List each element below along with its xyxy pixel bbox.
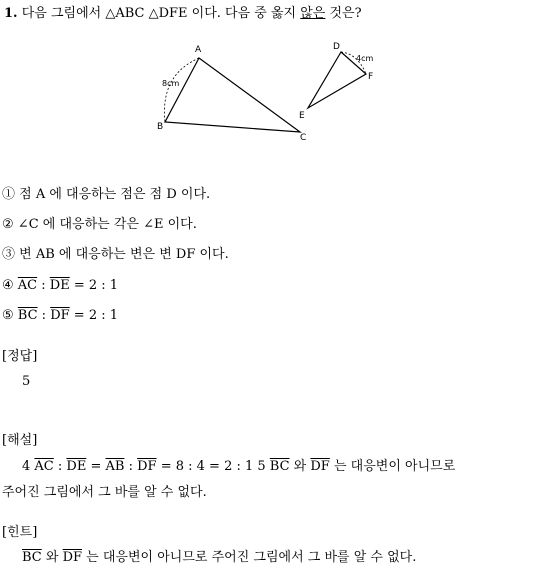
answer-label: [정답] <box>2 349 38 364</box>
choice-text: 점 A 에 대응하는 점은 점 D 이다. <box>19 187 211 202</box>
length-df: 4cm <box>356 54 374 63</box>
explanation-line-1: 4 $\overline{AC}$ : $\overline{DE} = \overline{AB}$ : $\overline{DF} = 8$ : 4 = 2 : 1 5 $\overline{BC}$ 와 $\overline{DF}$ 는 대응변이 아니므로 <box>22 459 456 474</box>
choice-mark: ⑤ <box>2 308 14 323</box>
ratio-tail: = 2 : 1 <box>69 278 119 293</box>
choice-mark: ① <box>2 187 16 202</box>
question-text: 다음 그림에서 △ABC △DFE 이다. 다음 중 옳지 <box>21 6 297 21</box>
segment-de: $\overline{DE}$ <box>49 278 70 293</box>
choice-mark: ② <box>2 217 14 232</box>
label-f: F <box>368 72 374 82</box>
choice-text: 변 AB 에 대응하는 변은 변 DF 이다. <box>19 247 229 262</box>
ratio-separator: : <box>37 308 51 323</box>
question-underlined: 않은 <box>300 6 326 21</box>
choice-2 <box>2 217 197 233</box>
choice-3 <box>2 247 229 263</box>
choice-1 <box>2 187 210 203</box>
label-e: E <box>299 111 305 121</box>
label-d: D <box>333 42 340 52</box>
segment-df: $\overline{DF}$ <box>50 308 70 323</box>
length-ab: 8cm <box>162 79 180 88</box>
question-number: 1. <box>4 6 18 21</box>
segment-ac: $\overline{AC}$ <box>17 278 38 293</box>
hint-label: [힌트] <box>2 525 38 540</box>
explanation-label: [해설] <box>2 433 38 448</box>
ratio-tail: = 2 : 1 <box>69 308 118 323</box>
explanation-line-2: 주어진 그림에서 그 바를 알 수 없다. <box>2 485 207 500</box>
answer-value: 5 <box>22 374 31 389</box>
triangle-abc <box>165 58 300 132</box>
question-line <box>4 6 362 22</box>
choice-5 <box>2 308 118 324</box>
segment-bc: $\overline{BC}$ <box>17 308 38 323</box>
label-b: B <box>157 122 164 132</box>
triangle-figure <box>0 30 534 190</box>
choice-mark: ④ <box>2 278 14 293</box>
label-c: C <box>300 133 307 143</box>
choice-4 <box>2 278 118 294</box>
choice-mark: ③ <box>2 247 16 262</box>
label-a: A <box>195 45 202 55</box>
ratio-separator: : <box>37 278 50 293</box>
question-text-end: 것은? <box>329 6 362 21</box>
hint-text: $\overline{BC}$ 와 $\overline{DF}$ 는 대응변이 아니므로 주어진 그림에서 그 바를 알 수 없다. <box>22 550 417 565</box>
choice-text: ∠C 에 대응하는 각은 ∠E 이다. <box>17 217 197 232</box>
